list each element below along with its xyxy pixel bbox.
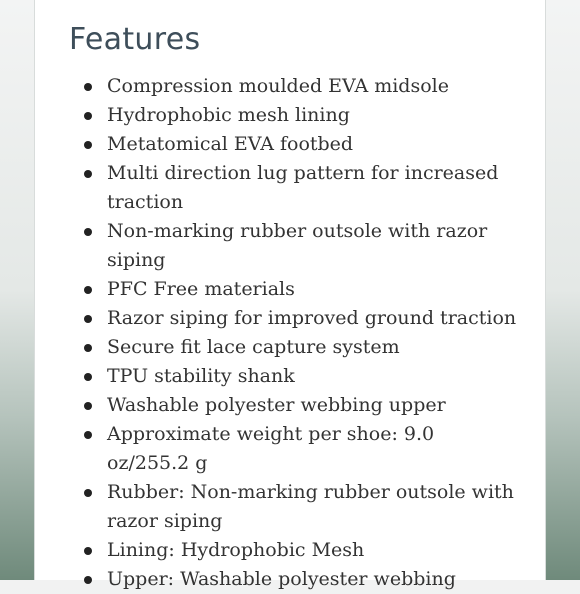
bullet-icon (84, 170, 92, 178)
bullet-icon (84, 83, 92, 91)
feature-list-item (35, 362, 547, 391)
feature-text: Multi direction lug pattern for increased traction (107, 162, 499, 213)
bullet-icon (84, 228, 92, 236)
feature-list-item (35, 101, 547, 130)
feature-text: PFC Free materials (107, 278, 295, 300)
feature-list-item (35, 275, 547, 304)
feature-text: Compression moulded EVA midsole (107, 75, 449, 97)
bullet-icon (84, 112, 92, 120)
bullet-icon (84, 576, 92, 584)
bullet-icon (84, 489, 92, 497)
feature-text: TPU stability shank (107, 365, 295, 387)
bullet-icon (84, 547, 92, 555)
feature-list-item (35, 536, 547, 565)
bullet-icon (84, 402, 92, 410)
bullet-icon (84, 315, 92, 323)
feature-list-item (35, 420, 547, 478)
feature-text: Rubber: Non-marking rubber outsole with razor siping (107, 481, 514, 532)
bullet-icon (84, 141, 92, 149)
background-left (0, 0, 34, 580)
feature-list-item (35, 130, 547, 159)
feature-text: Approximate weight per shoe: 9.0 oz/255.2 g (107, 423, 435, 474)
feature-list-item (35, 391, 547, 420)
bullet-icon (84, 286, 92, 294)
features-list (35, 72, 547, 594)
feature-text: Upper: Washable polyester webbing (107, 568, 456, 590)
feature-list-item (35, 304, 547, 333)
feature-text: Razor siping for improved ground traction (107, 307, 517, 329)
feature-text: Secure fit lace capture system (107, 336, 400, 358)
feature-list-item (35, 217, 547, 275)
bullet-icon (84, 431, 92, 439)
feature-list-item (35, 159, 547, 217)
features-heading: Features (69, 22, 201, 57)
feature-text: Non-marking rubber outsole with razor siping (107, 220, 488, 271)
feature-text: Lining: Hydrophobic Mesh (107, 539, 365, 561)
feature-list-item (35, 72, 547, 101)
feature-text: Hydrophobic mesh lining (107, 104, 350, 126)
feature-list-item (35, 333, 547, 362)
feature-text: Metatomical EVA footbed (107, 133, 354, 155)
bullet-icon (84, 373, 92, 381)
feature-text: Washable polyester webbing upper (107, 394, 446, 416)
bullet-icon (84, 344, 92, 352)
feature-list-item (35, 478, 547, 536)
background-right (546, 0, 580, 580)
features-card (34, 0, 546, 590)
